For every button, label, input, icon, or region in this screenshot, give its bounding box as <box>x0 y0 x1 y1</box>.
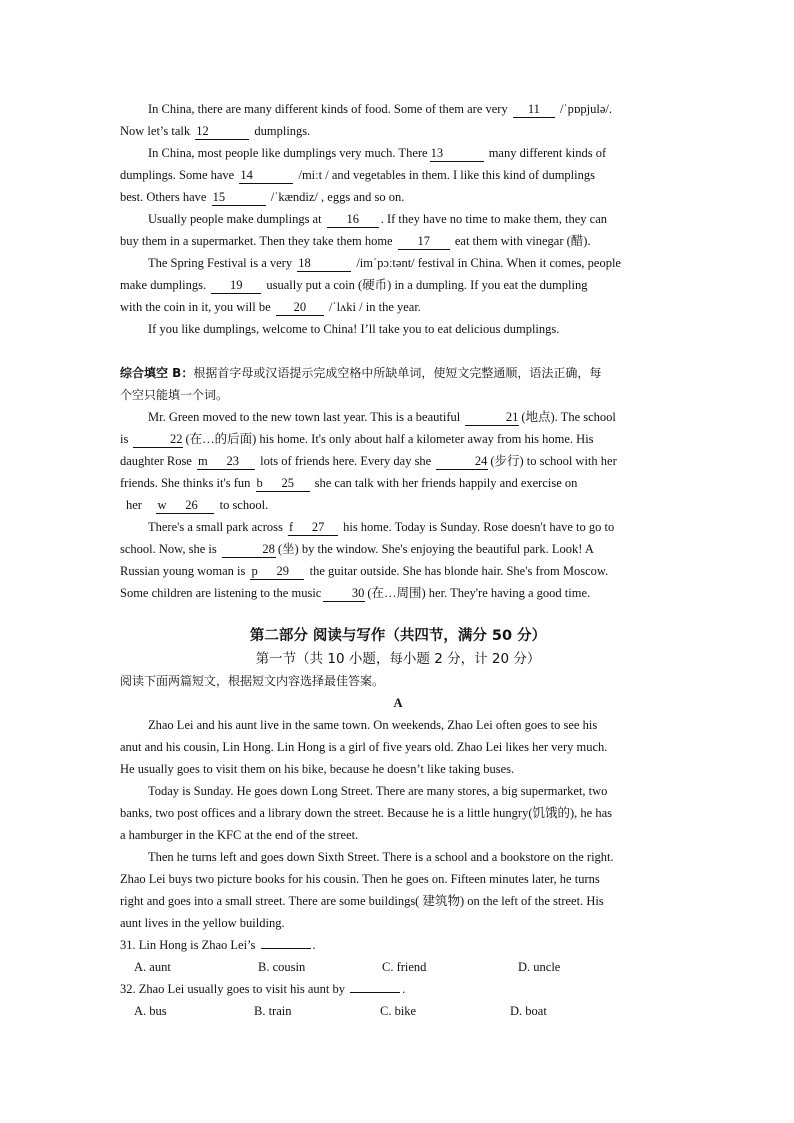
blank-22: 22 <box>133 432 183 448</box>
reading-line: Today is Sunday. He goes down Long Street. There are many stores, a big supermarket, two <box>148 784 608 798</box>
cloze-b-line: daughter Rose m 23 lots of friends here. Every day she 24 (步行) to school with her <box>120 454 617 468</box>
blank-30: 30 <box>323 586 365 602</box>
cloze-a-line: best. Others have 15 /ˈkændiz/ , eggs and so on. <box>120 190 405 204</box>
reading-line: a hamburger in the KFC at the end of the street. <box>120 828 359 842</box>
option-a[interactable]: A. bus <box>134 1004 167 1018</box>
reading-line: Then he turns left and goes down Sixth Street. There is a school and a bookstore on the right. <box>148 850 614 864</box>
cloze-a-line: In China, there are many different kinds of food. Some of them are very 11 /ˈpɒpjulə/. <box>148 102 612 116</box>
section1-title: 第一节（共 10 小题，每小题 2 分，计 20 分） <box>255 651 541 667</box>
blank-19: 19 <box>211 278 261 294</box>
blank-13: 13 <box>430 146 484 162</box>
reading-line: He usually goes to visit them on his bike, because he doesn’t like taking buses. <box>120 762 515 776</box>
blank-26: w 26 <box>156 498 214 514</box>
cloze-a-line: Usually people make dumplings at 16 . If they have no time to make them, they can <box>148 212 608 226</box>
blank-28: 28 <box>222 542 276 558</box>
cloze-a-line: dumplings. Some have 14 /miːt / and vegetables in them. I like this kind of dumplings <box>120 168 595 182</box>
blank-23: m 23 <box>197 454 255 470</box>
cloze-b-line: friends. She thinks it's fun b 25 she can talk with her friends happily and exercise on <box>120 476 578 490</box>
cloze-a-line: If you like dumplings, welcome to China! I’ll take you to eat delicious dumplings. <box>148 322 560 336</box>
blank-17: 17 <box>398 234 450 250</box>
cloze-a-line: The Spring Festival is a very 18 /imˈpɔːtənt/ festival in China. When it comes, people <box>148 256 621 270</box>
cloze-b-line: Some children are listening to the music 30 (在…周围) her. They're having a good time. <box>120 586 591 600</box>
option-c[interactable]: C. bike <box>380 1004 417 1018</box>
blank-29: p 29 <box>250 564 304 580</box>
blank-18: 18 <box>297 256 351 272</box>
cloze-b-instruction: 综合填空 B：根据首字母或汉语提示完成空格中所缺单词，使短文完整通顺，语法正确，每 <box>120 366 602 380</box>
reading-line: Zhao Lei and his aunt live in the same town. On weekends, Zhao Lei often goes to see his <box>148 718 598 732</box>
cloze-b-line: her w 26 to school. <box>126 498 269 512</box>
option-d[interactable]: D. uncle <box>518 960 561 974</box>
reading-line: right and goes into a small street. There are some buildings( 建筑物) on the left of the street. His <box>120 894 604 908</box>
answer-blank <box>261 948 311 949</box>
blank-11: 11 <box>513 102 555 118</box>
question-stem: 32. Zhao Lei usually goes to visit his aunt by . <box>120 982 406 996</box>
cloze-a-line: with the coin in it, you will be 20 /ˈlʌki / in the year. <box>120 300 421 314</box>
option-a[interactable]: A. aunt <box>134 960 171 974</box>
blank-21: 21 <box>465 410 519 426</box>
option-b[interactable]: B. cousin <box>258 960 306 974</box>
cloze-a-passage <box>120 98 676 340</box>
blank-25: b 25 <box>256 476 310 492</box>
cloze-a-line: Now let’s talk 12 dumplings. <box>120 124 311 138</box>
reading-instruction: 阅读下面两篇短文，根据短文内容选择最佳答案。 <box>120 674 385 688</box>
cloze-b-line: There's a small park across f 27 his home. Today is Sunday. Rose doesn't have to go to <box>148 520 615 534</box>
blank-16: 16 <box>327 212 379 228</box>
cloze-b-line: Mr. Green moved to the new town last year. This is a beautiful 21 (地点). The school <box>148 410 616 424</box>
blank-27: f 27 <box>288 520 338 536</box>
question-stem: 31. Lin Hong is Zhao Lei’s . <box>120 938 316 952</box>
part2-title: 第二部分 阅读与写作（共四节，满分 50 分） <box>249 628 547 644</box>
blank-20: 20 <box>276 300 324 316</box>
option-b[interactable]: B. train <box>254 1004 292 1018</box>
cloze-b-instruction: 个空只能填一个词。 <box>120 388 229 402</box>
option-c[interactable]: C. friend <box>382 960 427 974</box>
answer-blank <box>350 992 400 993</box>
reading-line: Zhao Lei buys two picture books for his cousin. Then he goes on. Fifteen minutes later, he turns <box>120 872 600 886</box>
blank-14: 14 <box>239 168 293 184</box>
blank-15: 15 <box>212 190 266 206</box>
question-options <box>120 1000 676 1022</box>
reading-line: banks, two post offices and a library down the street. Because he is a little hungry(饥饿的), he has <box>120 806 613 820</box>
question-options <box>120 956 676 978</box>
cloze-b-line: school. Now, she is 28 (坐) by the window. She's enjoying the beautiful park. Look! A <box>120 542 594 556</box>
questions <box>120 934 676 1022</box>
cloze-b-line: is 22 (在…的后面) his home. It's only about half a kilometer away from his home. His <box>120 432 594 446</box>
reading-line: anut and his cousin, Lin Hong. Lin Hong is a girl of five years old. Zhao Lei likes her very much. <box>120 740 608 754</box>
cloze-a-line: In China, most people like dumplings very much. There 13 many different kinds of <box>148 146 607 160</box>
cloze-b-passage <box>120 362 676 604</box>
blank-24: 24 <box>436 454 488 470</box>
blank-12: 12 <box>195 124 249 140</box>
cloze-a-line: buy them in a supermarket. Then they take them home 17 eat them with vinegar (醋). <box>120 234 591 248</box>
option-d[interactable]: D. boat <box>510 1004 547 1018</box>
passage-label: A <box>393 696 403 710</box>
cloze-b-line: Russian young woman is p 29 the guitar outside. She has blonde hair. She's from Moscow. <box>120 564 609 578</box>
reading-a-passage <box>120 714 676 934</box>
cloze-a-line: make dumplings. 19 usually put a coin (硬币) in a dumpling. If you eat the dumpling <box>120 278 588 292</box>
reading-line: aunt lives in the yellow building. <box>120 916 285 930</box>
